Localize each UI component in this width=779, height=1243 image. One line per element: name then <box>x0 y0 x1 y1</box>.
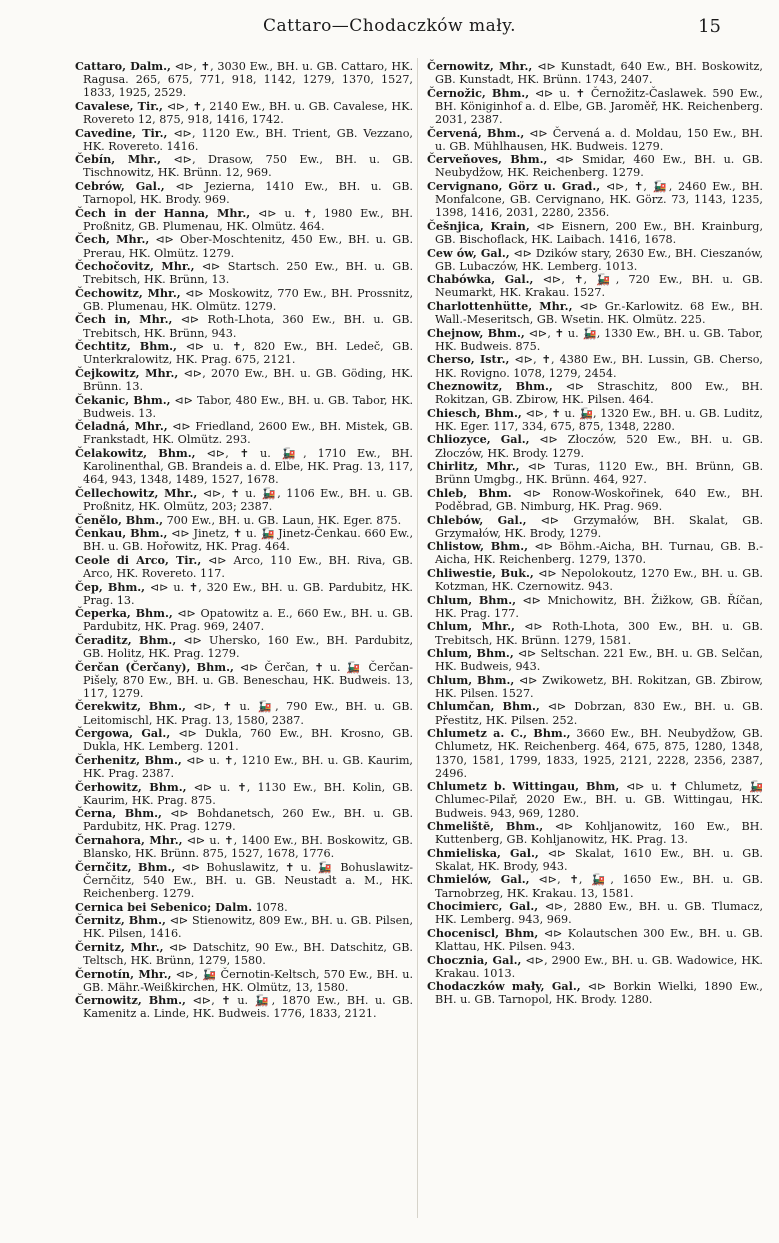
entry-details: ⊲⊳, ✝, 🚂, 720 Ew., BH. u. GB. Neumarkt, HK. Krakau. 1527. <box>435 273 763 300</box>
gazetteer-entry <box>75 807 413 833</box>
gazetteer-entry <box>427 180 763 219</box>
entry-place-name: Černitz, Mhr., <box>75 939 164 954</box>
right-column <box>427 60 763 1007</box>
page-number: 15 <box>698 16 721 37</box>
entry-place-name: Čechtitz, Bhm., <box>75 339 177 354</box>
gazetteer-entry <box>75 941 413 967</box>
gazetteer-entry <box>427 647 763 673</box>
entry-place-name: Chlumetz b. Wittingau, Bhm, <box>427 779 620 794</box>
entry-place-name: Cew ów, Gal., <box>427 245 510 260</box>
gazetteer-entry <box>75 968 413 994</box>
entry-place-name: Chirlitz, Mhr., <box>427 459 520 474</box>
entry-place-name: Čejkowitz, Mhr., <box>75 365 179 380</box>
gazetteer-entry <box>427 87 763 126</box>
entry-details: ⊲⊳ Uhersko, 160 Ew., BH. Pardubitz, GB. Holitz, HK. Prag. 1279. <box>83 633 414 661</box>
entry-details: ⊲⊳, ✝ u. 🚂, 1320 Ew., BH. u. GB. Luditz, HK. Eger. 117, 334, 675, 875, 1348, 2280. <box>435 406 763 433</box>
entry-details: ⊲⊳, 🚂 Černotin-Keltsch, 570 Ew., BH. u. GB. Mähr.-Weißkirchen, HK. Olmütz, 13, 1580. <box>83 967 414 994</box>
entry-details: ⊲⊳ Bohuslawitz, ✝ u. 🚂 Bohuslawitz-Černčitz, 540 Ew., BH. u. GB. Neustadt a. M., HK. Reichenberg. 1279. <box>83 860 414 901</box>
entry-place-name: Čechočovitz, Mhr., <box>75 259 195 274</box>
gazetteer-entry <box>75 447 413 486</box>
entry-place-name: Čech in der Hanna, Mhr., <box>75 205 251 220</box>
entry-details: ⊲⊳ Skalat, 1610 Ew., BH. u. GB. Skalat, HK. Brody, 943. <box>435 846 763 873</box>
entry-details: ⊲⊳, ✝ u. 🚂, 790 Ew., BH. u. GB. Leitomischl, HK. Prag. 13, 1580, 2387. <box>83 700 413 727</box>
gazetteer-entry <box>75 607 413 633</box>
entry-place-name: Čerekwitz, Bhm., <box>75 699 186 714</box>
gazetteer-entry <box>427 514 763 540</box>
entry-place-name: Chiesch, Bhm., <box>427 405 522 420</box>
entry-details: ⊲⊳ Arco, 110 Ew., BH. Riva, GB. Arco, HK. Rovereto. 117. <box>83 553 413 580</box>
entry-place-name: Čeperka, Bhm., <box>75 606 173 621</box>
gazetteer-entry <box>75 100 413 126</box>
entry-place-name: Chlistow, Bhm., <box>427 539 529 554</box>
gazetteer-entry <box>427 380 763 406</box>
entry-place-name: Charlottenhütte, Mhr., <box>427 298 573 313</box>
entry-details: ⊲⊳ Borkin Wielki, 1890 Ew., BH. u. GB. Tarnopol, HK. Brody. 1280. <box>435 980 763 1007</box>
entry-place-name: Chabówka, Gal., <box>427 272 534 287</box>
entry-details: ⊲⊳, Drasow, 750 Ew., BH. u. GB. Tischnowitz, HK. Brünn. 12, 969. <box>83 153 413 180</box>
gazetteer-entry <box>427 727 763 780</box>
gazetteer-entry <box>75 727 413 753</box>
gazetteer-entry <box>75 340 413 366</box>
page-header <box>0 16 779 40</box>
entry-place-name: Čebín, Mhr., <box>75 152 161 167</box>
entry-details: ⊲⊳ Ober-Moschtenitz, 450 Ew., BH. u. GB. Prerau, HK. Olmütz. 1279. <box>83 233 414 260</box>
entry-details: ⊲⊳ Bohdanetsch, 260 Ew., BH. u. GB. Pardubitz, HK. Prag. 1279. <box>83 807 414 834</box>
column-divider <box>417 58 418 1218</box>
entry-place-name: Chejnow, Bhm., <box>427 325 525 340</box>
entry-details: ⊲⊳ Roth-Lhota, 300 Ew., BH. u. GB. Trebitsch, HK. Brünn. 1279, 1581. <box>435 620 763 647</box>
entry-details: ⊲⊳ u. ✝ Chlumetz, 🚂 Chlumec-Pilař, 2020 Ew., BH. u. GB. Wittingau, HK. Budweis. 943, 969, 1280. <box>435 780 764 820</box>
entry-details: ⊲⊳ Zwikowetz, BH. Rokitzan, GB. Zbirow, HK. Pilsen. 1527. <box>435 673 763 700</box>
gazetteer-entry <box>427 540 763 566</box>
entry-details: ⊲⊳ Złoczów, 520 Ew., BH. u. GB. Złoczów, HK. Brody. 1279. <box>435 433 764 460</box>
gazetteer-entry <box>75 554 413 580</box>
entry-details: ⊲⊳ Mnichowitz, BH. Žižkow, GB. Říčan, HK. Prag. 177. <box>435 593 763 620</box>
entry-details: ⊲⊳ Opatowitz a. E., 660 Ew., BH. u. GB. Pardubitz, HK. Prag. 969, 2407. <box>83 607 414 634</box>
gazetteer-entry <box>75 634 413 660</box>
entry-details: ⊲⊳ Červená a. d. Moldau, 150 Ew., BH. u. GB. Mühlhausen, HK. Budweis. 1279. <box>435 126 763 153</box>
gazetteer-entry <box>75 260 413 286</box>
entry-place-name: Čerčan (Čerčany), Bhm., <box>75 659 234 674</box>
entry-details: ⊲⊳ Tabor, 480 Ew., BH. u. GB. Tabor, HK. Budweis. 13. <box>83 393 413 420</box>
entry-place-name: Chliozyce, Gal., <box>427 432 530 447</box>
gazetteer-entry <box>75 313 413 339</box>
gazetteer-entry <box>75 754 413 780</box>
entry-details: ⊲⊳ Straschitz, 800 Ew., BH. Rokitzan, GB. Zbirow, HK. Pilsen. 464. <box>435 380 763 407</box>
gazetteer-entry <box>427 327 763 353</box>
entry-place-name: Chmieliska, Gal., <box>427 845 539 860</box>
entry-place-name: Chlum, Bhm., <box>427 646 514 661</box>
gazetteer-entry <box>75 901 413 914</box>
gazetteer-entry <box>75 394 413 420</box>
entry-details: ⊲⊳, ✝ u. 🚂, 1870 Ew., BH. u. GB. Kamenitz a. Linde, HK. Budweis. 1776, 1833, 2121. <box>83 994 413 1021</box>
entry-place-name: Chlum, Bhm., <box>427 672 515 687</box>
gazetteer-entry <box>75 367 413 393</box>
gazetteer-entry <box>427 980 763 1006</box>
entry-details: ⊲⊳ Startsch. 250 Ew., BH. u. GB. Trebitsch, HK. Brünn, 13. <box>83 260 413 287</box>
entry-details: 3660 Ew., BH. Neubydžow, GB. Chlumetz, HK. Reichenberg. 464, 675, 875, 1280, 1348, 1370, 1581, 1799, 1833, 1925, 2121, 2228, 2356, 2387, 2496. <box>435 727 763 780</box>
gazetteer-entry <box>75 527 413 553</box>
entry-details: ⊲⊳ Kunstadt, 640 Ew., BH. Boskowitz, GB. Kunstadt, HK. Brünn. 1743, 2407. <box>435 60 763 87</box>
entry-place-name: Češnjica, Krain, <box>427 218 530 233</box>
gazetteer-entry <box>427 300 763 326</box>
gazetteer-entry <box>427 353 763 379</box>
entry-place-name: Cherso, Istr., <box>427 352 510 367</box>
entry-details: ⊲⊳ Seltschan. 221 Ew., BH. u. GB. Selčan, HK. Budweis, 943. <box>435 647 763 674</box>
entry-details: ⊲⊳, ✝, 4380 Ew., BH. Lussin, GB. Cherso, HK. Rovigno. 1078, 1279, 2454. <box>435 353 763 380</box>
entry-details: ⊲⊳ Eisnern, 200 Ew., BH. Krainburg, GB. Bischoflack, HK. Laibach. 1416, 1678. <box>435 219 764 246</box>
entry-place-name: Černowitz, Mhr., <box>427 59 533 73</box>
entry-place-name: Cervignano, Görz u. Grad., <box>427 178 601 193</box>
entry-details: 1078. <box>255 900 288 914</box>
entry-place-name: Čerhowitz, Bhm., <box>75 779 187 794</box>
entry-place-name: Cattaro, Dalm., <box>75 59 171 73</box>
entry-place-name: Chodaczków mały, Gal., <box>427 979 581 994</box>
entry-place-name: Čech, Mhr., <box>75 232 150 247</box>
gazetteer-entry <box>427 407 763 433</box>
entry-place-name: Červeňoves, Bhm., <box>427 152 548 167</box>
entry-details: ⊲⊳, ✝, 🚂, 2460 Ew., BH. Monfalcone, GB. Cervignano, HK. Görz. 73, 1143, 1235, 1398, 1416, 2031, 2280, 2356. <box>435 179 763 220</box>
entry-place-name: Čenělo, Bhm., <box>75 512 163 527</box>
entry-details: ⊲⊳, ✝ u. 🚂, 1106 Ew., BH. u. GB. Proßnitz, HK. Olmütz, 203; 2387. <box>83 486 413 514</box>
entry-details: ⊲⊳ Dobrzan, 830 Ew., BH. u. GB. Přestitz, HK. Pilsen. 252. <box>435 700 764 727</box>
entry-place-name: Chlum, Mhr., <box>427 619 515 634</box>
gazetteer-entry <box>427 594 763 620</box>
entry-details: ⊲⊳ Friedland, 2600 Ew., BH. Mistek, GB. Frankstadt, HK. Olmütz. 293. <box>83 420 413 447</box>
entry-place-name: Chlum, Bhm., <box>427 592 517 607</box>
entry-place-name: Chmielów, Gal., <box>427 872 530 887</box>
gazetteer-entry <box>75 487 413 513</box>
gazetteer-entry <box>427 927 763 953</box>
gazetteer-entry <box>427 567 763 593</box>
entry-details: ⊲⊳ u. ✝ Černožitz-Časlawek. 590 Ew., BH. Königinhof a. d. Elbe, GB. Jaroměř, HK. Reichenberg. 2031, 2387. <box>435 86 763 127</box>
entry-details: ⊲⊳ u. ✝, 1130 Ew., BH. Kolin, GB. Kaurim, HK. Prag. 875. <box>83 780 413 807</box>
gazetteer-entry <box>75 60 413 99</box>
entry-details: ⊲⊳ Jinetz, ✝ u. 🚂 Jinetz-Čenkau. 660 Ew., BH. u. GB. Hořowitz, HK. Prag. 464. <box>83 527 414 554</box>
entry-place-name: Cebrów, Gal., <box>75 178 165 193</box>
gazetteer-entry <box>75 420 413 446</box>
gazetteer-entry <box>75 207 413 233</box>
gazetteer-entry <box>427 460 763 486</box>
gazetteer-entry <box>75 287 413 313</box>
entry-details: ⊲⊳, 2900 Ew., BH. u. GB. Wadowice, HK. Krakau. 1013. <box>435 953 763 980</box>
gazetteer-entry <box>427 847 763 873</box>
entry-details: ⊲⊳, ✝, 🚂, 1650 Ew., BH. u. GB. Tarnobrzeg, HK. Krakau. 13, 1581. <box>435 873 763 900</box>
gazetteer-entry <box>427 954 763 980</box>
gazetteer-entry <box>427 873 763 899</box>
entry-details: ⊲⊳ Jezierna, 1410 Ew., BH. u. GB. Tarnopol, HK. Brody. 969. <box>83 179 413 207</box>
gazetteer-entry <box>427 487 763 513</box>
entry-details: ⊲⊳ Moskowitz, 770 Ew., BH. Prossnitz, GB. Plumenau, HK. Olmütz. 1279. <box>83 286 414 313</box>
entry-details: 700 Ew., BH. u. GB. Laun, HK. Eger. 875. <box>166 513 402 527</box>
entry-place-name: Čerhenitz, Bhm., <box>75 752 182 767</box>
entry-details: ⊲⊳ Datschitz, 90 Ew., BH. Datschitz, GB. Teltsch, HK. Brünn, 1279, 1580. <box>83 940 413 967</box>
entry-place-name: Ceole di Arco, Tir., <box>75 552 202 567</box>
gazetteer-entry <box>427 247 763 273</box>
entry-details: ⊲⊳ u. ✝, 320 Ew., BH. u. GB. Pardubitz, HK. Prag. 13. <box>83 580 413 607</box>
entry-details: ⊲⊳ Turas, 1120 Ew., BH. Brünn, GB. Brünn Umgbg., HK. Brünn. 464, 927. <box>435 460 764 487</box>
entry-details: ⊲⊳ u. ✝, 1980 Ew., BH. Proßnitz, GB. Plumenau, HK. Olmütz. 464. <box>83 206 413 233</box>
gazetteer-entry <box>75 514 413 527</box>
entry-details: ⊲⊳, ✝, 3030 Ew., BH. u. GB. Cattaro, HK. Ragusa. 265, 675, 771, 918, 1142, 1279, 1370, 1527, 1833, 1925, 2529. <box>83 60 413 100</box>
gazetteer-entry <box>427 273 763 299</box>
entry-details: ⊲⊳ Gr.-Karlowitz. 68 Ew., BH. Wall.-Meseritsch, GB. Wsetin. HK. Olmütz. 225. <box>435 299 763 327</box>
gazetteer-entry <box>75 127 413 153</box>
gazetteer-entry <box>75 233 413 259</box>
gazetteer-entry <box>427 220 763 246</box>
entry-place-name: Černotín, Mhr., <box>75 966 172 981</box>
entry-place-name: Čekanic, Bhm., <box>75 392 171 407</box>
gazetteer-entry <box>75 700 413 726</box>
entry-details: ⊲⊳ Smidar, 460 Ew., BH. u. GB. Neubydžow, HK. Reichenberg. 1279. <box>435 153 763 180</box>
entry-place-name: Chliwestie, Buk., <box>427 565 534 580</box>
gazetteer-entry <box>75 153 413 179</box>
entry-details: ⊲⊳ Kohljanowitz, 160 Ew., BH. Kuttenberg, GB. Kohljanowitz, HK. Prag. 13. <box>435 820 763 847</box>
gazetteer-entry <box>427 820 763 846</box>
entry-details: ⊲⊳ Ronow-Woskořinek, 640 Ew., BH. Poděbrad, GB. Nimburg, HK. Prag. 969. <box>435 486 764 514</box>
entry-details: ⊲⊳ Kolautschen 300 Ew., BH. u. GB. Klattau, HK. Pilsen. 943. <box>435 926 763 954</box>
gazetteer-entry <box>427 674 763 700</box>
entry-place-name: Chmelištĕ, Bhm., <box>427 819 544 834</box>
entry-place-name: Černitz, Bhm., <box>75 913 166 928</box>
gazetteer-entry <box>427 433 763 459</box>
gazetteer-entry <box>75 180 413 206</box>
entry-place-name: Čech in, Mhr., <box>75 312 173 327</box>
entry-place-name: Čeladná, Mhr., <box>75 419 168 434</box>
entry-place-name: Cheznowitz, Bhm., <box>427 379 553 394</box>
entry-details: ⊲⊳, ✝ u. 🚂, 1330 Ew., BH. u. GB. Tabor, HK. Budweis. 875. <box>435 326 763 353</box>
entry-details: ⊲⊳ u. ✝, 1400 Ew., BH. Boskowitz, GB. Blansko, HK. Brünn. 875, 1527, 1678, 1776. <box>83 834 413 861</box>
entry-place-name: Choceniscl, Bhm, <box>427 925 539 940</box>
entry-details: ⊲⊳ Böhm.-Aicha, BH. Turnau, GB. B.-Aicha, HK. Reichenberg. 1279, 1370. <box>435 540 763 567</box>
entry-place-name: Černožic, Bhm., <box>427 85 530 100</box>
entry-details: ⊲⊳, ✝, 2140 Ew., BH. u. GB. Cavalese, HK. Rovereto 12, 875, 918, 1416, 1742. <box>83 99 413 127</box>
entry-place-name: Černowitz, Bhm., <box>75 993 186 1008</box>
entry-details: ⊲⊳ Čerčan, ✝ u. 🚂 Čerčan-Pišely, 870 Ew., BH. u. GB. Beneschau, HK. Budweis. 13, 117, 1279. <box>83 660 413 700</box>
entry-details: ⊲⊳, 2880 Ew., BH. u. GB. Tlumacz, HK. Lemberg. 943, 969. <box>435 900 764 927</box>
gazetteer-entry <box>427 780 763 819</box>
gazetteer-entry <box>427 700 763 726</box>
gazetteer-entry <box>75 781 413 807</box>
entry-place-name: Černahora, Mhr., <box>75 833 183 847</box>
entry-place-name: Čenkau, Bhm., <box>75 526 168 541</box>
entry-details: ⊲⊳, ✝ u. 🚂, 1710 Ew., BH. Karolinenthal, GB. Brandeis a. d. Elbe, HK. Prag. 13, 117, 464, 943, 1348, 1489, 1527, 1678. <box>83 447 413 487</box>
entry-place-name: Chocimierc, Gal., <box>427 899 539 914</box>
left-column <box>75 60 413 1021</box>
entry-place-name: Černčitz, Bhm., <box>75 859 176 874</box>
gazetteer-entry <box>427 153 763 179</box>
entry-place-name: Černa, Bhm., <box>75 806 162 821</box>
gazetteer-entry <box>75 914 413 940</box>
gazetteer-entry <box>75 994 413 1020</box>
entry-place-name: Chocznia, Gal., <box>427 952 522 967</box>
entry-details: ⊲⊳, 2070 Ew., BH. u. GB. Göding, HK. Brünn. 13. <box>83 366 414 394</box>
entry-details: ⊲⊳ Dukla, 760 Ew., BH. Krosno, GB. Dukla, HK. Lemberg. 1201. <box>83 727 414 754</box>
entry-place-name: Čellechowitz, Mhr., <box>75 485 198 500</box>
entry-place-name: Čechowitz, Mhr., <box>75 285 181 300</box>
entry-details: ⊲⊳ Grzymałów, BH. Skalat, GB. Grzymałów, HK. Brody, 1279. <box>435 513 763 540</box>
entry-place-name: Cavalese, Tir., <box>75 98 163 113</box>
entry-details: ⊲⊳, 1120 Ew., BH. Trient, GB. Vezzano, HK. Rovereto. 1416. <box>83 126 413 153</box>
entry-place-name: Chleb, Bhm. <box>427 485 512 500</box>
gazetteer-entry <box>75 861 413 900</box>
entry-place-name: Chlebów, Gal., <box>427 512 527 527</box>
entry-place-name: Chlumetz a. C., Bhm., <box>427 726 571 741</box>
entry-place-name: Čep, Bhm., <box>75 579 146 594</box>
page-title: Cattaro—Chodaczków mały. <box>263 16 516 36</box>
gazetteer-entry <box>427 900 763 926</box>
entry-place-name: Čeraditz, Bhm., <box>75 632 177 647</box>
gazetteer-entry <box>75 661 413 700</box>
entry-place-name: Chlumčan, Bhm., <box>427 699 540 714</box>
entry-place-name: Čelakowitz, Bhm., <box>75 446 196 460</box>
gazetteer-entry <box>75 581 413 607</box>
entry-place-name: Čergowa, Gal., <box>75 726 171 741</box>
entry-details: ⊲⊳ Roth-Lhota, 360 Ew., BH. u. GB. Trebitsch, HK. Brünn, 943. <box>83 313 413 340</box>
gazetteer-entry <box>427 127 763 153</box>
entry-details: ⊲⊳ Stienowitz, 809 Ew., BH. u. GB. Pilsen, HK. Pilsen, 1416. <box>83 914 413 941</box>
entry-details: ⊲⊳ u. ✝, 1210 Ew., BH. u. GB. Kaurim, HK. Prag. 2387. <box>83 753 413 781</box>
gazetteer-entry <box>75 834 413 860</box>
entry-place-name: Cernica bei Sebenico; Dalm. <box>75 899 253 914</box>
entry-details: ⊲⊳ Dzików stary, 2630 Ew., BH. Cieszanów, GB. Lubaczów, HK. Lemberg. 1013. <box>435 246 764 273</box>
entry-details: ⊲⊳ u. ✝, 820 Ew., BH. Ledeč, GB. Unterkralowitz, HK. Prag. 675, 2121. <box>83 340 413 367</box>
entry-place-name: Červená, Bhm., <box>427 125 525 140</box>
entry-place-name: Cavedine, Tir., <box>75 125 168 140</box>
gazetteer-entry <box>427 620 763 646</box>
gazetteer-entry <box>427 60 763 86</box>
entry-details: ⊲⊳ Nepolokoutz, 1270 Ew., BH. u. GB. Kotzman, HK. Czernowitz. 943. <box>435 566 763 594</box>
